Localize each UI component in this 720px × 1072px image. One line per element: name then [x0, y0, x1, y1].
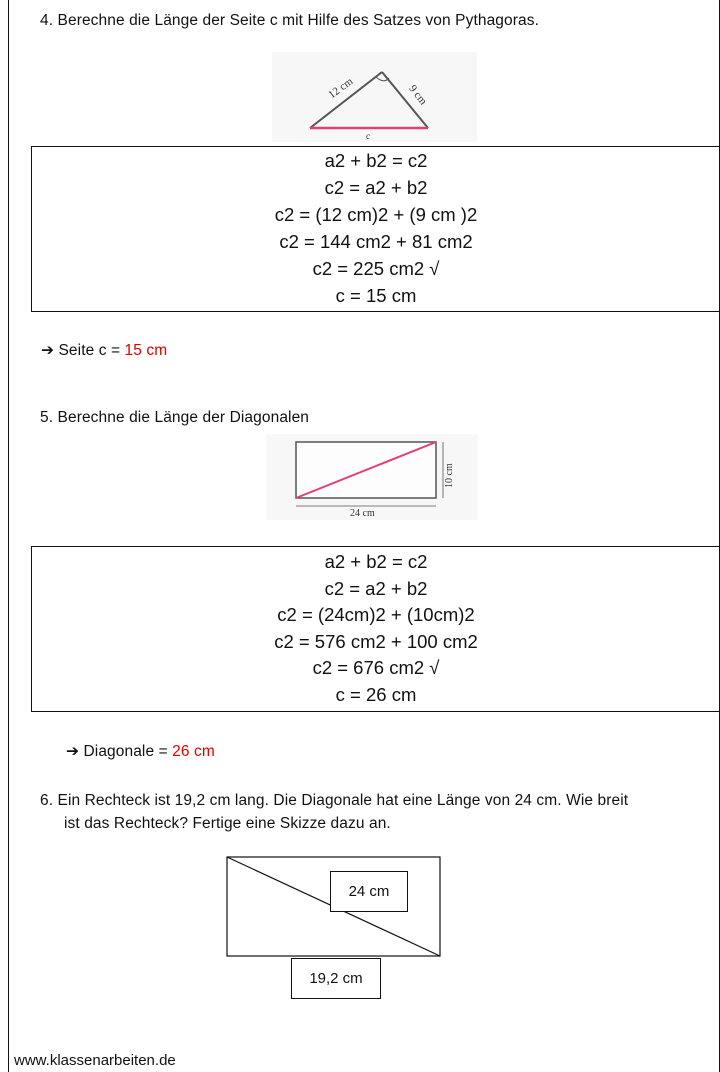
q5-formula-line: c2 = (24cm)2 + (10cm)2	[277, 604, 475, 625]
q4-answer-prefix: ➔ Seite c =	[41, 342, 125, 359]
q4-formula-box	[31, 146, 720, 312]
q4-formula-line: a2 + b2 = c2	[324, 150, 428, 171]
q4-answer-value: 15 cm	[124, 342, 168, 359]
q4-formula-line: c2 = (12 cm)2 + (9 cm )2	[274, 204, 478, 225]
diagonal-label-box: 24 cm	[330, 871, 408, 912]
rectangle-width-label: 24 cm	[350, 508, 375, 519]
question-4-text: 4. Berechne die Länge der Seite c mit Hilfe des Satzes von Pythagoras.	[40, 12, 539, 29]
triangle-figure	[272, 52, 477, 142]
question-6-line-1: 6. Ein Rechteck ist 19,2 cm lang. Die Diagonale hat eine Länge von 24 cm. Wie breit	[40, 792, 629, 809]
q5-formula-box	[31, 546, 720, 712]
q5-answer-value: 26 cm	[172, 743, 215, 760]
triangle-side-a-label: 12 cm	[326, 75, 356, 102]
question-5-text: 5. Berechne die Länge der Diagonalen	[40, 409, 310, 426]
q5-formula-line: c2 = 676 cm2 √	[312, 657, 440, 678]
q4-formula-line: c2 = a2 + b2	[324, 177, 428, 198]
triangle-side-c-label: c	[366, 131, 370, 141]
q5-formula-line: c2 = 576 cm2 + 100 cm2	[274, 630, 478, 652]
length-label-box: 19,2 cm	[291, 958, 381, 999]
q4-answer	[41, 341, 167, 360]
rectangle-height-label: 10 cm	[444, 463, 455, 488]
rectangle-figure	[266, 434, 478, 520]
footer-url: www.klassenarbeiten.de	[14, 1052, 176, 1069]
q5-formula-line: a2 + b2 = c2	[324, 551, 428, 572]
q4-formula-line: c2 = 225 cm2 √	[312, 258, 440, 279]
q5-answer	[66, 742, 215, 761]
q5-formula-line: c = 26 cm	[335, 683, 417, 705]
q4-formula-line: c = 15 cm	[335, 285, 417, 306]
q4-formula-line: c2 = 144 cm2 + 81 cm2	[279, 231, 473, 252]
q5-formula-line: c2 = a2 + b2	[324, 577, 428, 599]
q5-answer-prefix: ➔ Diagonale =	[66, 743, 173, 760]
question-6-line-2: ist das Rechteck? Fertige eine Skizze dazu an.	[64, 815, 391, 832]
triangle-side-b-label: 9 cm	[406, 82, 430, 108]
